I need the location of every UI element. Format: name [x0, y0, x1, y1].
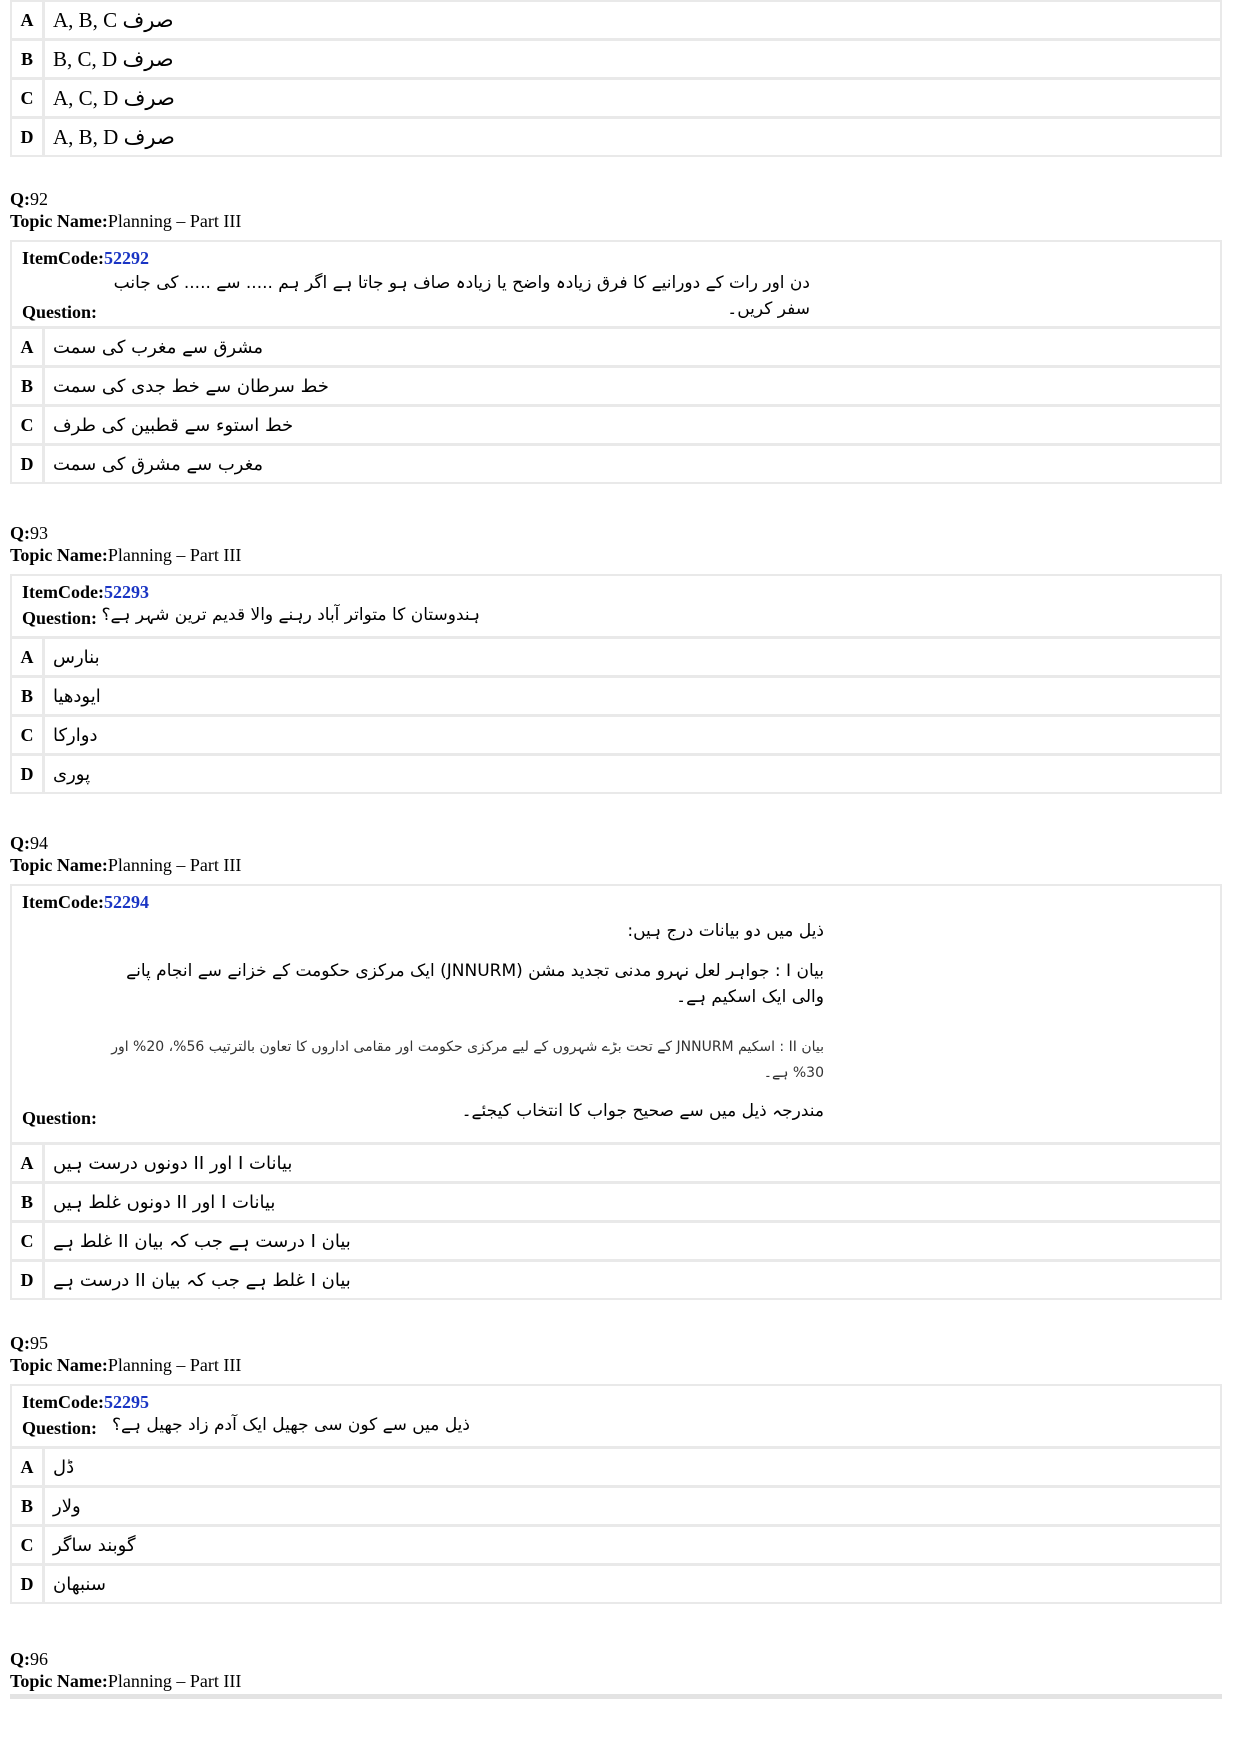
question-block [10, 574, 1222, 794]
option-label: A [12, 2, 42, 38]
option-text: سنبھان [45, 1566, 1220, 1602]
option-text: صرف A, C, D [45, 80, 1220, 116]
question-label: Question: [22, 1418, 98, 1438]
option-row[interactable] [12, 41, 1220, 77]
option-row[interactable] [12, 1145, 1220, 1181]
option-label: D [12, 119, 42, 155]
option-text: دوارکا [45, 717, 1220, 753]
option-row[interactable] [12, 368, 1220, 404]
statement-1: بیان I : جواہر لعل نہرو مدنی تجدید مشن (JNNURM) ایک مرکزی حکومت کے خزانے سے انجام پانے والی ایک اسکیم ہے۔ [126, 961, 824, 1007]
question-text: ہندوستان کا متواتر آباد رہنے والا قدیم ترین شہر ہے؟ [101, 605, 480, 625]
option-text: بنارس [45, 639, 1220, 675]
option-row[interactable] [12, 80, 1220, 116]
item-code: ItemCode:52292 [22, 248, 149, 268]
statement-2: بیان II : اسکیم JNNURM کے تحت بڑے شہروں کے لیے مرکزی حکومت اور مقامی اداروں کا تعاون بالترتیب 56%، 20% اور 30% ہے۔ [111, 1039, 824, 1081]
option-label: C [12, 80, 42, 116]
option-row[interactable] [12, 1488, 1220, 1524]
q91-options [10, 0, 1222, 157]
option-row[interactable] [12, 1527, 1220, 1563]
item-cell [12, 242, 1220, 326]
item-code: ItemCode:52295 [22, 1392, 149, 1412]
option-row[interactable] [12, 639, 1220, 675]
item-cell [12, 886, 1220, 1142]
question-text: مندرجہ ذیل میں سے صحیح جواب کا انتخاب کیجئے۔ [461, 1101, 824, 1121]
question-label: Question: [22, 302, 98, 322]
option-text: بیانات I اور II دونوں درست ہیں [45, 1145, 1220, 1181]
option-label: C [12, 1527, 42, 1563]
option-label: B [12, 41, 42, 77]
question-header: Q:95 Topic Name:Planning – Part III [10, 1333, 242, 1375]
option-label: C [12, 717, 42, 753]
option-label: B [12, 678, 42, 714]
option-text: صرف A, B, D [45, 119, 1220, 155]
option-text: صرف B, C, D [45, 41, 1220, 77]
question-block [10, 1384, 1222, 1604]
option-text: بیانات I اور II دونوں غلط ہیں [45, 1184, 1220, 1220]
question-text: ذیل میں سے کون سی جھیل ایک آدم زاد جھیل ہے؟ [111, 1415, 470, 1435]
option-text: صرف A, B, C [45, 2, 1220, 38]
option-label: D [12, 1566, 42, 1602]
question-text: دن اور رات کے دورانیے کا فرق زیادہ واضح یا زیادہ صاف ہو جاتا ہے اگر ہم ..... سے ..... کی جانب سفر کریں۔ [113, 273, 810, 319]
question-block [10, 884, 1222, 1300]
option-label: A [12, 639, 42, 675]
option-row[interactable] [12, 446, 1220, 482]
item-code: ItemCode:52293 [22, 582, 149, 602]
question-header: Q:96 Topic Name:Planning – Part III [10, 1649, 242, 1691]
question-block [10, 240, 1222, 484]
option-text: مغرب سے مشرق کی سمت [45, 446, 1220, 482]
option-row[interactable] [12, 1223, 1220, 1259]
question-header: Q:93 Topic Name:Planning – Part III [10, 523, 242, 565]
block-top-border [10, 1694, 1222, 1699]
option-text: ڈل [45, 1449, 1220, 1485]
option-row[interactable] [12, 1262, 1220, 1298]
option-label: B [12, 1488, 42, 1524]
option-label: A [12, 1145, 42, 1181]
option-label: A [12, 329, 42, 365]
option-row[interactable] [12, 1184, 1220, 1220]
item-cell [12, 1386, 1220, 1446]
option-text: بیان I درست ہے جب کہ بیان II غلط ہے [45, 1223, 1220, 1259]
item-cell [12, 576, 1220, 636]
option-text: خط سرطان سے خط جدی کی سمت [45, 368, 1220, 404]
statements-intro: ذیل میں دو بیانات درج ہیں: [627, 921, 824, 941]
option-label: D [12, 756, 42, 792]
option-row[interactable] [12, 407, 1220, 443]
option-text: پوری [45, 756, 1220, 792]
option-text: ایودھیا [45, 678, 1220, 714]
option-text: ولار [45, 1488, 1220, 1524]
option-label: B [12, 1184, 42, 1220]
question-header: Q:92 Topic Name:Planning – Part III [10, 189, 242, 231]
option-label: D [12, 446, 42, 482]
option-text: بیان I غلط ہے جب کہ بیان II درست ہے [45, 1262, 1220, 1298]
option-label: C [12, 407, 42, 443]
question-label: Question: [22, 608, 98, 628]
option-row[interactable] [12, 329, 1220, 365]
question-label: Question: [22, 1108, 98, 1128]
option-row[interactable] [12, 717, 1220, 753]
item-code: ItemCode:52294 [22, 892, 149, 912]
option-row[interactable] [12, 2, 1220, 38]
option-label: C [12, 1223, 42, 1259]
option-text: مشرق سے مغرب کی سمت [45, 329, 1220, 365]
option-row[interactable] [12, 756, 1220, 792]
option-row[interactable] [12, 1449, 1220, 1485]
option-text: گوبند ساگر [45, 1527, 1220, 1563]
option-label: D [12, 1262, 42, 1298]
option-row[interactable] [12, 119, 1220, 155]
option-text: خط استوء سے قطبین کی طرف [45, 407, 1220, 443]
option-row[interactable] [12, 1566, 1220, 1602]
option-label: B [12, 368, 42, 404]
option-row[interactable] [12, 678, 1220, 714]
option-label: A [12, 1449, 42, 1485]
question-header: Q:94 Topic Name:Planning – Part III [10, 833, 242, 875]
